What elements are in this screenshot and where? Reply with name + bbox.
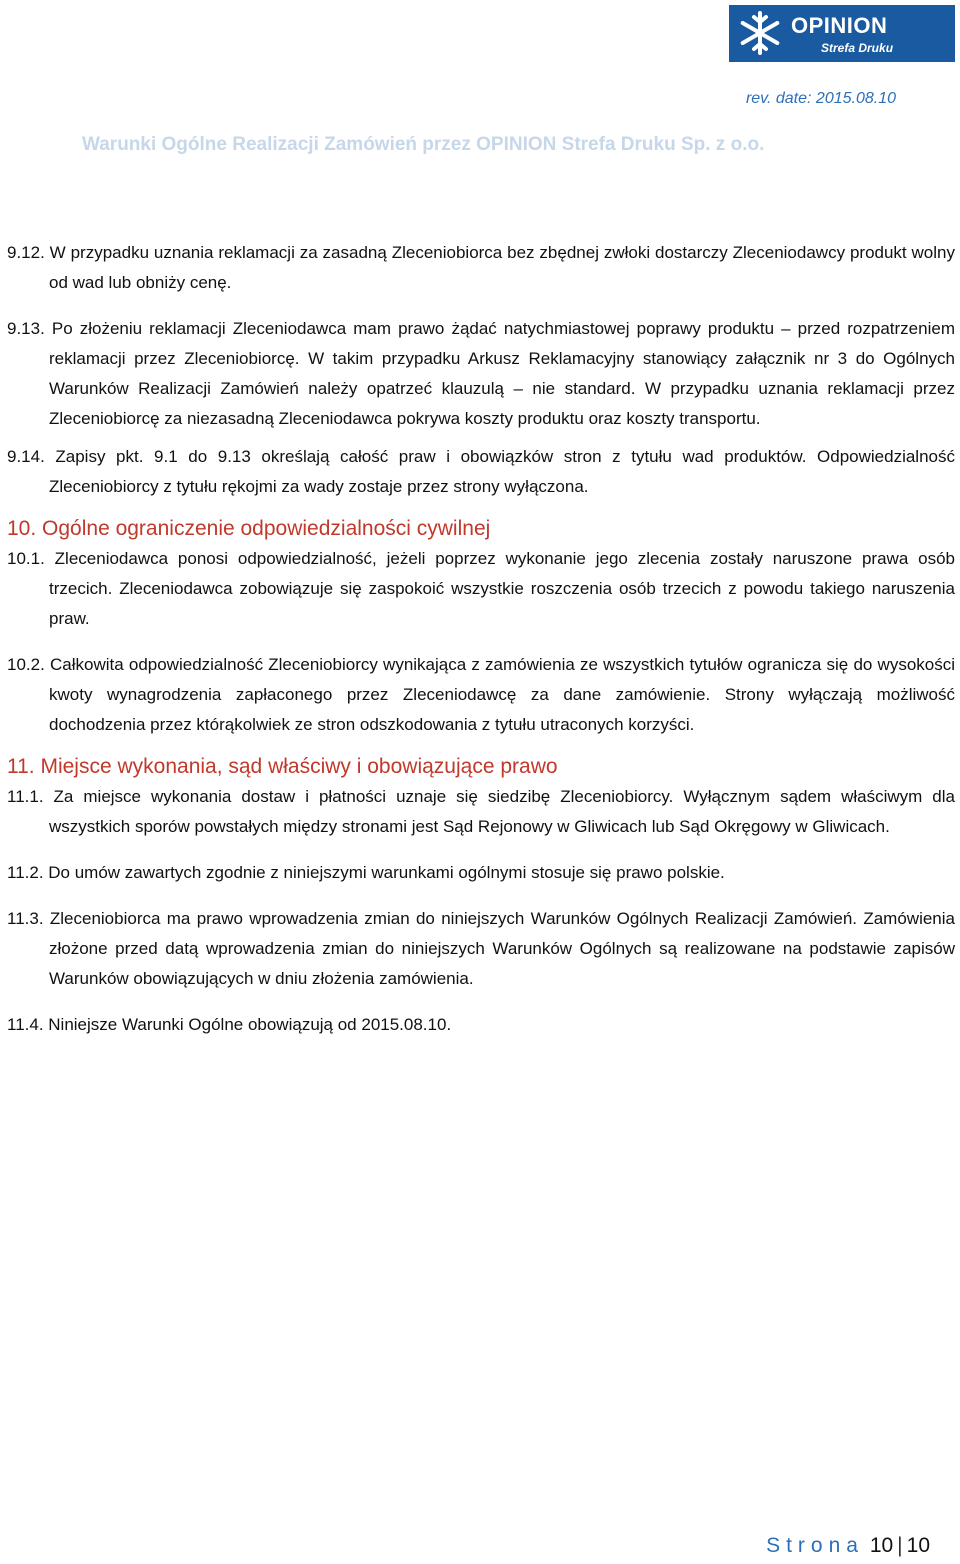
page-current: 10 <box>869 1534 894 1557</box>
page-number <box>766 1534 930 1558</box>
logo-subtitle: Strefa Druku <box>821 41 894 55</box>
paragraph-11-3: 11.3. Zleceniobiorca ma prawo wprowadzenia zmian do niniejszych Warunków Ogólnych Realizacji Zamówień. Zamówienia złożone przed datą wprowadzenia zmian do niniejszych Warunków Ogólnych są realizowane na podstawie zapisów Warunków obowiązujących w dniu złożenia zamówienia. <box>7 909 955 988</box>
paragraph-11-4: 11.4. Niniejsze Warunki Ogólne obowiązują od 2015.08.10. <box>7 1015 452 1034</box>
snowflake-logo-icon <box>737 10 783 56</box>
paragraph-9-13: 9.13. Po złożeniu reklamacji Zleceniodawca mam prawo żądać natychmiastowej poprawy produktu – przed rozpatrzeniem reklamacji przez Zleceniobiorcę. W takim przypadku Arkusz Reklamacyjny stanowiący załącznik nr 3 do Ogólnych Warunków Realizacji Zamówień należy opatrzeć klauzulą – nie standard. W przypadku uznania reklamacji przez Zleceniobiorcę za niezasadną Zleceniodawca pokrywa koszty produktu oraz koszty transportu. <box>7 319 955 428</box>
paragraph-9-14: 9.14. Zapisy pkt. 9.1 do 9.13 określają całość praw i obowiązków stron z tytułu wad produktów. Odpowiedzialność Zleceniobiorcy z tytułu rękojmi za wady zostaje przez strony wyłączona. <box>7 447 955 496</box>
company-logo <box>729 5 955 62</box>
section-heading-10: 10. Ogólne ograniczenie odpowiedzialności cywilnej <box>7 517 491 540</box>
paragraph-10-1: 10.1. Zleceniodawca ponosi odpowiedzialność, jeżeli poprzez wykonanie jego zlecenia zostały naruszone prawa osób trzecich. Zleceniodawca zobowiązuje się zaspokoić wszystkie roszczenia osób trzecich z powodu takiego naruszenia praw. <box>7 549 955 628</box>
logo-name: OPINION <box>791 13 888 38</box>
page-separator: | <box>897 1534 903 1557</box>
section-heading-11: 11. Miejsce wykonania, sąd właściwy i obowiązujące prawo <box>7 755 558 778</box>
document-title: Warunki Ogólne Realizacji Zamówień przez OPINION Strefa Druku Sp. z o.o. <box>82 134 765 155</box>
revision-date: rev. date: 2015.08.10 <box>745 90 896 107</box>
document-body <box>7 238 955 1040</box>
paragraph-11-2: 11.2. Do umów zawartych zgodnie z niniejszymi warunkami ogólnymi stosuje się prawo polskie. <box>7 863 725 882</box>
page-total: 10 <box>906 1534 930 1557</box>
paragraph-9-12: 9.12. W przypadku uznania reklamacji za zasadną Zleceniobiorca bez zbędnej zwłoki dostarczy Zleceniodawcy produkt wolny od wad lub obniży cenę. <box>7 243 955 292</box>
paragraph-11-1: 11.1. Za miejsce wykonania dostaw i płatności uznaje się siedzibę Zleceniobiorcy. Wyłącznym sądem właściwym dla wszystkich sporów powstałych między stronami jest Sąd Rejonowy w Gliwicach lub Sąd Okręgowy w Gliwicach. <box>7 787 955 836</box>
paragraph-10-2: 10.2. Całkowita odpowiedzialność Zleceniobiorcy wynikająca z zamówienia ze wszystkich tytułów ogranicza się do wysokości kwoty wynagrodzenia zapłaconego przez Zleceniodawcę za dane zamówienie. Strony wyłączają możliwość dochodzenia przez którąkolwiek ze stron odszkodowania z tytułu utraconych korzyści. <box>7 655 955 734</box>
page-word: Strona <box>766 1534 864 1557</box>
